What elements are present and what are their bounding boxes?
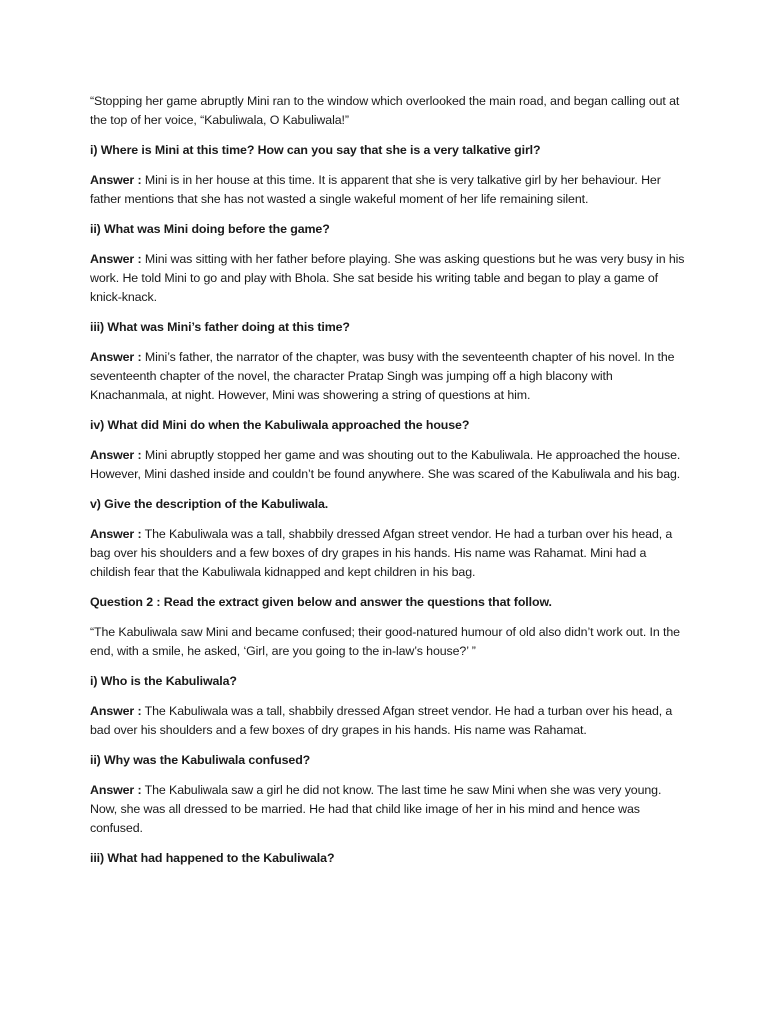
answer-label: Answer : [90, 173, 142, 187]
answer-label: Answer : [90, 448, 142, 462]
question-heading: iii) What had happened to the Kabuliwala? [90, 851, 335, 865]
answer-text: Mini was sitting with her father before playing. She was asking questions but he was very busy in his work. He told Mini to go and play with Bhola. She sat beside his writing table and began to play a game of knick-knack. [90, 252, 685, 304]
answer-label: Answer : [90, 704, 142, 718]
answer-text: The Kabuliwala was a tall, shabbily dressed Afgan street vendor. He had a turban over his head, a bag over his shoulders and a few boxes of dry grapes in his hands. His name was Rahamat. Mini had a childish fear that the Kabuliwala kidnapped and kept children in his bag. [90, 527, 673, 579]
answer-paragraph [90, 446, 688, 484]
extract-paragraph: “Stopping her game abruptly Mini ran to the window which overlooked the main road, and began calling out at the top of her voice, “Kabuliwala, O Kabuliwala!” [90, 94, 680, 127]
answer-text: Mini’s father, the narrator of the chapter, was busy with the seventeenth chapter of his novel. In the seventeenth chapter of the novel, the character Pratap Singh was jumping off a high blacony with Knachanmala, at night. However, Mini was showering a string of questions at him. [90, 350, 675, 402]
question-heading: Question 2 : Read the extract given below and answer the questions that follow. [90, 595, 552, 609]
answer-text: Mini abruptly stopped her game and was shouting out to the Kabuliwala. He approached the house. However, Mini dashed inside and couldn’t be found anywhere. She was scared of the Kabuliwala and his bag. [90, 448, 681, 481]
answer-paragraph [90, 348, 688, 405]
answer-paragraph [90, 781, 688, 838]
question-heading: i) Where is Mini at this time? How can you say that she is a very talkative girl? [90, 143, 541, 157]
question-heading: v) Give the description of the Kabuliwala. [90, 497, 329, 511]
answer-label: Answer : [90, 350, 142, 364]
extract-paragraph: “The Kabuliwala saw Mini and became confused; their good-natured humour of old also didn’t work out. In the end, with a smile, he asked, ‘Girl, are you going to the in-law’s house?’ ” [90, 625, 680, 658]
question-heading: ii) What was Mini doing before the game? [90, 222, 330, 236]
answer-paragraph [90, 171, 688, 209]
answer-label: Answer : [90, 252, 142, 266]
answer-text: The Kabuliwala saw a girl he did not know. The last time he saw Mini when she was very young. Now, she was all dressed to be married. He had that child like image of her in his mind and hence was confused. [90, 783, 662, 835]
answer-label: Answer : [90, 783, 142, 797]
answer-paragraph [90, 525, 688, 582]
answer-text: Mini is in her house at this time. It is apparent that she is very talkative girl by her behaviour. Her father mentions that she has not wasted a single wakeful moment of her life remaining silent. [90, 173, 661, 206]
question-heading: iii) What was Mini’s father doing at this time? [90, 320, 350, 334]
answer-paragraph [90, 702, 688, 740]
question-heading: iv) What did Mini do when the Kabuliwala approached the house? [90, 418, 470, 432]
question-heading: i) Who is the Kabuliwala? [90, 674, 237, 688]
answer-paragraph [90, 250, 688, 307]
question-heading: ii) Why was the Kabuliwala confused? [90, 753, 311, 767]
answer-label: Answer : [90, 527, 142, 541]
answer-text: The Kabuliwala was a tall, shabbily dressed Afgan street vendor. He had a turban over his head, a bad over his shoulders and a few boxes of dry grapes in his hands. His name was Rahamat. [90, 704, 673, 737]
